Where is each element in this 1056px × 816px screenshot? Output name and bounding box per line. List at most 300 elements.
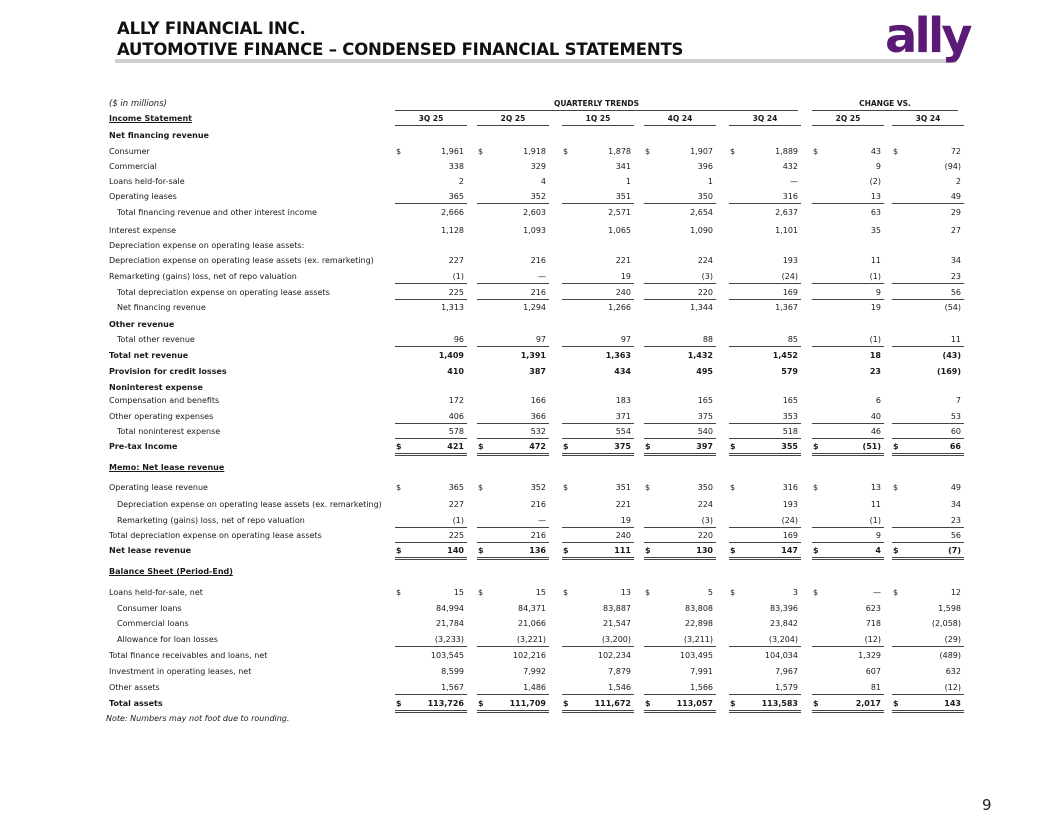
table-row (0, 529, 1056, 544)
table-row (0, 160, 1056, 175)
cell-value: (3) (701, 516, 713, 525)
cell-value: 3 (792, 588, 798, 597)
dollar-sign: $ (478, 147, 484, 156)
cell-value: 165 (697, 396, 713, 405)
table-cell (729, 410, 801, 424)
table-cell (395, 190, 467, 204)
table-cell (562, 649, 634, 662)
table-cell (812, 440, 884, 456)
cell-value: 103,545 (430, 651, 464, 660)
cell-value: 9 (875, 288, 881, 297)
table-cell (812, 410, 884, 424)
table-cell (812, 697, 884, 713)
cell-value: (3,204) (768, 635, 798, 644)
row-label: Depreciation expense on operating lease assets: (109, 241, 305, 250)
table-cell (562, 254, 634, 267)
cell-value: 316 (782, 483, 798, 492)
table-cell (729, 665, 801, 678)
table-cell (644, 190, 716, 204)
table-cell (395, 206, 467, 219)
cell-value: 1,090 (690, 226, 713, 235)
dollar-sign: $ (396, 546, 402, 555)
cell-value: 1,101 (775, 226, 798, 235)
dollar-sign: $ (730, 699, 736, 708)
table-cell (477, 697, 549, 713)
table-row (0, 254, 1056, 269)
table-cell (729, 160, 801, 173)
table-cell (812, 529, 884, 543)
table-cell (395, 145, 467, 158)
dollar-sign: $ (478, 442, 484, 451)
table-cell (812, 665, 884, 678)
cell-value: (24) (781, 272, 798, 281)
table-cell (644, 254, 716, 267)
table-cell (892, 633, 964, 647)
table-cell (395, 365, 467, 378)
cell-value: 193 (782, 500, 798, 509)
table-row (0, 333, 1056, 348)
table-cell (395, 333, 467, 347)
table-row (0, 145, 1056, 160)
table-cell (812, 224, 884, 237)
table-cell (812, 349, 884, 362)
table-row (0, 425, 1056, 440)
table-cell (395, 681, 467, 695)
table-cell (395, 633, 467, 647)
table-cell (562, 481, 634, 494)
row-label: Net lease revenue (109, 546, 192, 555)
table-cell (562, 681, 634, 695)
table-cell (395, 425, 467, 439)
cell-value: 2,571 (608, 208, 631, 217)
cell-value: 1,918 (523, 147, 546, 156)
table-cell (644, 529, 716, 543)
cell-value: 63 (870, 208, 881, 217)
table-cell (562, 514, 634, 528)
table-cell (477, 394, 549, 407)
table-row (0, 394, 1056, 409)
dollar-sign: $ (645, 442, 651, 451)
ally-logo: ally (885, 8, 970, 64)
cell-value: 56 (950, 288, 961, 297)
cell-value: 23,842 (770, 619, 798, 628)
table-cell (562, 602, 634, 615)
cell-value: 143 (944, 699, 961, 708)
table-row (0, 206, 1056, 221)
table-cell (644, 665, 716, 678)
cell-value: 216 (530, 531, 546, 540)
cell-value: 46 (870, 427, 881, 436)
row-label: Depreciation expense on operating lease assets (ex. remarketing) (109, 256, 374, 265)
table-cell (644, 649, 716, 662)
table-cell (729, 333, 801, 347)
table-cell (562, 544, 634, 560)
cell-value: 1 (625, 177, 631, 186)
table-cell (477, 206, 549, 219)
cell-value: 183 (615, 396, 631, 405)
cell-value: 1,452 (772, 351, 798, 360)
cell-value: 12 (950, 588, 961, 597)
cell-value: (12) (864, 635, 881, 644)
table-row (0, 129, 1056, 144)
cell-value: 220 (697, 288, 713, 297)
table-row (0, 586, 1056, 601)
dollar-sign: $ (563, 588, 569, 597)
cell-value: 1,065 (608, 226, 631, 235)
cell-value: 18 (869, 351, 881, 360)
cell-value: 43 (870, 147, 881, 156)
cell-value: (51) (862, 442, 881, 451)
row-label: Interest expense (109, 226, 177, 235)
dollar-sign: $ (478, 483, 484, 492)
table-cell (812, 254, 884, 267)
cell-value: 53 (950, 412, 961, 421)
table-row (0, 649, 1056, 664)
cell-value: 216 (530, 256, 546, 265)
dollar-sign: $ (813, 588, 819, 597)
row-label: Commercial loans (117, 619, 189, 628)
table-cell (729, 145, 801, 158)
cell-value: 165 (782, 396, 798, 405)
cell-value: (94) (944, 162, 961, 171)
cell-value: (1) (452, 516, 464, 525)
cell-value: 1,598 (938, 604, 961, 613)
table-cell (729, 586, 801, 599)
table-cell (644, 394, 716, 407)
table-cell (644, 697, 716, 713)
table-cell (892, 190, 964, 204)
table-cell (729, 514, 801, 528)
cell-value: 365 (448, 192, 464, 201)
table-cell (395, 349, 467, 362)
cell-value: 136 (529, 546, 546, 555)
cell-value: 532 (530, 427, 546, 436)
cell-value: (169) (936, 367, 961, 376)
table-cell (562, 270, 634, 284)
dollar-sign: $ (645, 483, 651, 492)
dollar-sign: $ (645, 699, 651, 708)
table-cell (644, 425, 716, 439)
cell-value: (3,211) (683, 635, 713, 644)
table-cell (892, 529, 964, 543)
table-cell (644, 301, 716, 314)
cell-value: 113,726 (427, 699, 464, 708)
cell-value: 13 (870, 483, 881, 492)
table-cell (892, 365, 964, 378)
table-cell (395, 224, 467, 237)
cell-value: 406 (448, 412, 464, 421)
cell-value: (3,221) (516, 635, 546, 644)
table-cell (892, 602, 964, 615)
table-cell (892, 333, 964, 347)
table-cell (892, 617, 964, 630)
dollar-sign: $ (730, 147, 736, 156)
cell-value: (43) (942, 351, 961, 360)
cell-value: 140 (447, 546, 464, 555)
row-label: Operating leases (109, 192, 177, 201)
cell-value: 22,898 (685, 619, 713, 628)
table-cell (477, 529, 549, 543)
table-cell (477, 649, 549, 662)
table-row (0, 365, 1056, 380)
row-label: Net financing revenue (117, 303, 206, 312)
table-cell (644, 586, 716, 599)
table-cell (729, 498, 801, 511)
table-row (0, 318, 1056, 333)
table-cell (812, 394, 884, 407)
cell-value: 1,313 (441, 303, 464, 312)
cell-value: 220 (697, 531, 713, 540)
table-cell (477, 440, 549, 456)
cell-value: 578 (448, 427, 464, 436)
cell-value: 216 (530, 500, 546, 509)
table-row (0, 617, 1056, 632)
cell-value: 316 (782, 192, 798, 201)
cell-value: 4 (540, 177, 546, 186)
row-label: Total net revenue (109, 351, 189, 360)
cell-value: 84,994 (436, 604, 464, 613)
cell-value: 352 (530, 192, 546, 201)
table-cell (395, 617, 467, 630)
table-cell (892, 665, 964, 678)
table-cell (395, 544, 467, 560)
table-cell (477, 349, 549, 362)
cell-value: 49 (950, 483, 961, 492)
cell-value: 1,363 (605, 351, 631, 360)
footnote: Note: Numbers may not foot due to rounding. (106, 714, 290, 723)
table-cell (562, 440, 634, 456)
dollar-sign: $ (645, 546, 651, 555)
table-row (0, 697, 1056, 712)
table-cell (892, 481, 964, 494)
cell-value: 240 (615, 288, 631, 297)
row-label: Total noninterest expense (117, 427, 221, 436)
table-cell (395, 160, 467, 173)
dollar-sign: $ (563, 147, 569, 156)
cell-value: 410 (447, 367, 464, 376)
table-cell (644, 617, 716, 630)
table-cell (892, 649, 964, 662)
cell-value: 169 (782, 288, 798, 297)
cell-value: 40 (870, 412, 881, 421)
cell-value: 375 (697, 412, 713, 421)
table-cell (477, 514, 549, 528)
dollar-sign: $ (893, 147, 899, 156)
cell-value: 1,432 (687, 351, 713, 360)
table-cell (477, 410, 549, 424)
row-label: Other operating expenses (109, 412, 214, 421)
table-cell (644, 633, 716, 647)
table-row (0, 301, 1056, 316)
cell-value: 1,391 (520, 351, 546, 360)
table-cell (644, 498, 716, 511)
table-cell (562, 206, 634, 219)
cell-value: 85 (787, 335, 798, 344)
page-number: 9 (982, 796, 992, 814)
cell-value: 23 (950, 272, 961, 281)
table-cell (477, 286, 549, 300)
table-cell (812, 586, 884, 599)
column-header: 2Q 25 (477, 114, 549, 126)
table-cell (477, 175, 549, 188)
cell-value: 1,566 (690, 683, 713, 692)
dollar-sign: $ (893, 588, 899, 597)
table-cell (644, 440, 716, 456)
cell-value: 23 (950, 516, 961, 525)
column-header: 4Q 24 (644, 114, 716, 126)
dollar-sign: $ (813, 483, 819, 492)
cell-value: 1,128 (441, 226, 464, 235)
table-cell (395, 175, 467, 188)
cell-value: 88 (702, 335, 713, 344)
table-cell (562, 286, 634, 300)
row-label: Total depreciation expense on operating lease assets (109, 531, 322, 540)
cell-value: 19 (870, 303, 881, 312)
cell-value: 111,672 (594, 699, 631, 708)
cell-value: 1,409 (438, 351, 464, 360)
cell-value: (54) (944, 303, 961, 312)
row-label: Noninterest expense (109, 383, 203, 392)
cell-value: 495 (696, 367, 713, 376)
row-label: Balance Sheet (Period-End) (109, 567, 233, 576)
cell-value: 7,879 (608, 667, 631, 676)
table-cell (477, 586, 549, 599)
table-cell (644, 410, 716, 424)
table-cell (812, 649, 884, 662)
cell-value: 240 (615, 531, 631, 540)
cell-value: 1,329 (858, 651, 881, 660)
cell-value: 1,367 (775, 303, 798, 312)
cell-value: (3,233) (434, 635, 464, 644)
cell-value: 49 (950, 192, 961, 201)
cell-value: 13 (620, 588, 631, 597)
table-cell (644, 681, 716, 695)
table-cell (812, 145, 884, 158)
cell-value: 225 (448, 288, 464, 297)
cell-value: 9 (875, 531, 881, 540)
dollar-sign: $ (563, 483, 569, 492)
table-cell (892, 440, 964, 456)
cell-value: 1,294 (523, 303, 546, 312)
cell-value: 96 (453, 335, 464, 344)
table-cell (812, 270, 884, 284)
row-label: Remarketing (gains) loss, net of repo valuation (117, 516, 305, 525)
cell-value: 350 (697, 192, 713, 201)
cell-value: 353 (782, 412, 798, 421)
cell-value: 7,991 (690, 667, 713, 676)
cell-value: 23 (869, 367, 881, 376)
cell-value: 224 (697, 500, 713, 509)
cell-value: 113,057 (676, 699, 713, 708)
cell-value: 13 (870, 192, 881, 201)
cell-value: (1) (869, 335, 881, 344)
row-label: Remarketing (gains) loss, net of repo valuation (109, 272, 297, 281)
table-cell (892, 394, 964, 407)
cell-value: 1,266 (608, 303, 631, 312)
cell-value: 19 (620, 516, 631, 525)
table-cell (395, 286, 467, 300)
cell-value: 227 (448, 256, 464, 265)
table-cell (395, 481, 467, 494)
table-cell (644, 349, 716, 362)
table-row (0, 498, 1056, 513)
row-label: Compensation and benefits (109, 396, 220, 405)
table-cell (892, 301, 964, 314)
cell-value: 472 (529, 442, 546, 451)
table-cell (729, 697, 801, 713)
cell-value: 104,034 (764, 651, 798, 660)
dollar-sign: $ (730, 483, 736, 492)
cell-value: 432 (782, 162, 798, 171)
dollar-sign: $ (730, 546, 736, 555)
table-cell (644, 224, 716, 237)
cell-value: 371 (615, 412, 631, 421)
table-cell (477, 665, 549, 678)
table-cell (729, 544, 801, 560)
dollar-sign: $ (893, 699, 899, 708)
cell-value: (489) (939, 651, 961, 660)
row-label: Other assets (109, 683, 160, 692)
table-cell (729, 617, 801, 630)
table-row (0, 681, 1056, 696)
column-header: 2Q 25 (812, 114, 884, 126)
cell-value: 166 (530, 396, 546, 405)
table-cell (644, 333, 716, 347)
income-statement-header: Income Statement (109, 114, 192, 123)
cell-value: 338 (448, 162, 464, 171)
table-cell (644, 286, 716, 300)
table-cell (562, 301, 634, 314)
dollar-sign: $ (396, 588, 402, 597)
cell-value: 7,967 (775, 667, 798, 676)
cell-value: (3) (701, 272, 713, 281)
table-cell (562, 410, 634, 424)
units-label: ($ in millions) (109, 99, 167, 109)
dollar-sign: $ (893, 442, 899, 451)
cell-value: 83,887 (603, 604, 631, 613)
table-cell (729, 681, 801, 695)
dollar-sign: $ (478, 588, 484, 597)
table-cell (812, 286, 884, 300)
column-header: 3Q 24 (892, 114, 964, 126)
cell-value: 113,583 (761, 699, 798, 708)
cell-value: 97 (620, 335, 631, 344)
table-cell (644, 206, 716, 219)
cell-value: 21,547 (603, 619, 631, 628)
table-cell (562, 224, 634, 237)
table-cell (477, 481, 549, 494)
dollar-sign: $ (645, 588, 651, 597)
table-cell (644, 270, 716, 284)
cell-value: (1) (869, 272, 881, 281)
table-cell (562, 160, 634, 173)
cell-value: 1,579 (775, 683, 798, 692)
table-cell (395, 697, 467, 713)
table-cell (644, 145, 716, 158)
row-label: Allowance for loan losses (117, 635, 218, 644)
cell-value: 2,603 (523, 208, 546, 217)
cell-value: 83,808 (685, 604, 713, 613)
cell-value: 27 (950, 226, 961, 235)
cell-value: 623 (865, 604, 881, 613)
cell-value: (24) (781, 516, 798, 525)
cell-value: 60 (950, 427, 961, 436)
table-row (0, 270, 1056, 285)
column-header: 1Q 25 (562, 114, 634, 126)
cell-value: 15 (535, 588, 546, 597)
dollar-sign: $ (730, 442, 736, 451)
table-cell (644, 602, 716, 615)
